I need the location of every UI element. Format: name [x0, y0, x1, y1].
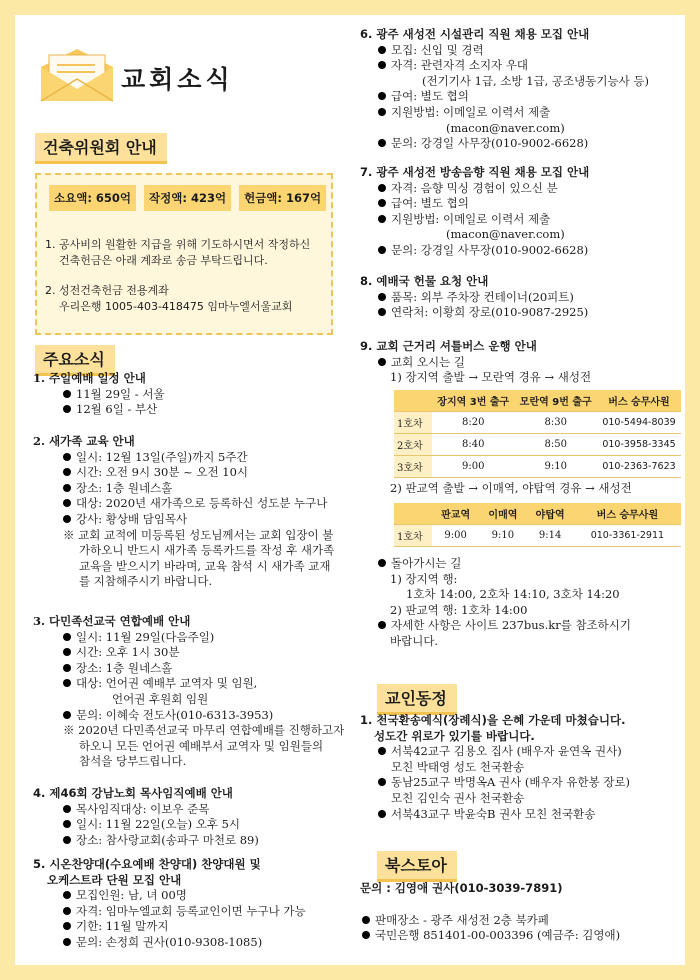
bulletin-page	[15, 15, 685, 965]
list-item	[360, 355, 591, 371]
list-item	[360, 913, 620, 929]
list-text: 급여: 별도 협의	[391, 89, 469, 104]
list-text: 교회 오시는 길	[391, 354, 465, 369]
bullet-icon	[63, 922, 71, 930]
list-item	[33, 904, 306, 920]
section-title: 7. 광주 새성전 방송음향 직원 채용 모집 안내	[360, 165, 590, 179]
news-section-2	[33, 434, 334, 590]
news-heading: 주요소식	[35, 345, 115, 376]
table-cell: 9:10	[479, 525, 526, 547]
list-item	[360, 181, 589, 197]
list-continuation: 모친 박태영 성도 천국환송	[391, 759, 525, 774]
bullet-icon	[362, 931, 370, 939]
list-item	[360, 43, 649, 59]
table-header-row	[394, 390, 681, 412]
table-cell: 9:10	[514, 456, 596, 478]
list-text: 일시: 11월 29일(다음주일)	[76, 629, 215, 644]
section-title: 8. 예배국 헌물 요청 안내	[360, 274, 489, 288]
list-text: 일시: 11월 22일(오늘) 오후 5시	[76, 817, 241, 832]
list-item	[360, 58, 649, 74]
return-info	[360, 556, 631, 650]
route-label: 1) 장지역 출발 → 모란역 경유 → 새성전	[390, 370, 592, 385]
list-text: 12월 6일 - 부산	[76, 402, 158, 417]
list-text: 장소: 1층 원네스홀	[76, 660, 173, 675]
table-cell: 8:50	[514, 434, 596, 456]
table-cell: 010-2363-7623	[597, 456, 681, 478]
amount-required: 소요액: 650억	[49, 185, 136, 211]
bullet-icon	[378, 61, 386, 69]
list-item	[33, 630, 344, 646]
return-line: 1호차 14:00, 2호차 14:10, 3호차 14:20	[406, 587, 620, 602]
table-header-cell: 이매역	[479, 503, 526, 525]
table-header-cell: 야탑역	[527, 503, 574, 525]
bullet-icon	[378, 184, 386, 192]
bullet-icon	[378, 199, 386, 207]
bullet-icon	[63, 664, 71, 672]
list-text: 강사: 황상배 담임목사	[76, 511, 188, 526]
note-line: 를 지참해주시기 바랍니다.	[79, 574, 213, 589]
table-header-row	[394, 503, 681, 525]
section-title: 2. 새가족 교육 안내	[33, 434, 135, 448]
bullet-icon	[63, 390, 71, 398]
list-item	[33, 817, 259, 833]
list-text: 돌아가시는 길	[391, 556, 462, 570]
list-item	[33, 512, 334, 528]
table-header-cell: 버스 승무사원	[597, 390, 681, 412]
list-text: 급여: 별도 협의	[391, 196, 469, 211]
bullet-icon	[378, 108, 386, 116]
section-title: 성도간 위로가 있기를 바랍니다.	[374, 728, 535, 743]
list-text: 자격: 음향 믹싱 경험이 있으신 분	[391, 180, 558, 195]
note-line: 가하오니 반드시 새가족 등록카드를 작성 후 새가족	[79, 543, 335, 558]
table-header-cell: 버스 승무사원	[574, 503, 681, 525]
table-header-cell: 장지역 3번 출구	[432, 390, 514, 412]
bullet-icon	[63, 711, 71, 719]
list-item	[33, 481, 334, 497]
bullet-icon	[63, 633, 71, 641]
bullet-icon	[378, 621, 386, 629]
list-item	[360, 775, 630, 791]
list-item	[33, 676, 344, 692]
list-item	[33, 661, 344, 677]
note-line: ※ 교회 교적에 미등록된 성도님께서는 교회 입장이 불	[63, 527, 334, 542]
bullet-icon	[63, 891, 71, 899]
news-section-9	[360, 339, 591, 386]
list-item	[360, 196, 589, 212]
list-item	[360, 105, 649, 121]
bookstore-heading: 북스토아	[377, 851, 457, 882]
list-item	[33, 919, 306, 935]
list-text: 모집: 신입 및 경력	[391, 42, 484, 57]
building-note-line: 2. 성전건축헌금 전용계좌	[45, 284, 169, 297]
list-text: 국민은행 851401-00-003396 (예금주: 김영애)	[375, 928, 621, 943]
bullet-icon	[378, 92, 386, 100]
page-title: 교회소식	[121, 65, 234, 94]
table-row	[394, 434, 681, 456]
building-note-line: 건축헌금은 아래 계좌로 송금 부탁드립니다.	[59, 254, 268, 267]
bullet-icon	[63, 468, 71, 476]
list-continuation: 언어권 후원회 임원	[112, 691, 209, 706]
members-heading: 교인동정	[377, 684, 457, 715]
list-text: 동남25교구 박명옥A 권사 (배우자 유한봉 장로)	[391, 775, 631, 790]
list-text: 대상: 언어권 예배부 교역자 및 임원,	[76, 676, 258, 691]
table-cell: 8:20	[432, 412, 514, 434]
amount-donated: 헌금액: 167억	[239, 185, 326, 211]
bookstore-contact: 문의 : 김영애 권사(010-3039-7891)	[360, 881, 563, 895]
section-title: 1. 주일예배 일정 안내	[33, 371, 146, 385]
table-header-cell	[394, 503, 432, 525]
section-title: 9. 교회 근거리 셔틀버스 운행 안내	[360, 339, 537, 353]
bullet-icon	[63, 836, 71, 844]
table-cell: 010-5494-8039	[597, 412, 681, 434]
list-text: 11월 29일 - 서울	[76, 386, 165, 401]
news-section-7	[360, 165, 589, 259]
news-section-8	[360, 274, 588, 321]
envelope-icon	[37, 45, 115, 103]
list-item	[33, 888, 306, 904]
list-item	[33, 496, 334, 512]
list-item	[360, 744, 630, 760]
list-item	[360, 136, 649, 152]
list-item	[33, 402, 165, 418]
list-item	[33, 833, 259, 849]
bullet-icon	[63, 484, 71, 492]
news-section-5	[33, 857, 306, 951]
list-text: 자격: 관련자격 소지자 우대	[391, 58, 529, 73]
table-cell: 2호차	[394, 434, 432, 456]
note-line: 참석을 당부드립니다.	[79, 754, 187, 769]
news-section-6	[360, 27, 649, 152]
list-text: 문의: 강경일 사무장(010-9002-6628)	[391, 242, 589, 257]
members-section	[360, 713, 630, 822]
bookstore-section	[360, 881, 620, 944]
list-item	[33, 450, 334, 466]
list-text: 시간: 오후 1시 30분	[76, 645, 180, 660]
list-item	[360, 807, 630, 823]
amount-pledged: 작정액: 423억	[144, 185, 231, 211]
bullet-icon	[63, 499, 71, 507]
table-cell: 3호차	[394, 456, 432, 478]
bullet-icon	[378, 293, 386, 301]
list-text: 문의: 강경일 사무장(010-9002-6628)	[391, 136, 589, 151]
bullet-icon	[63, 679, 71, 687]
table-row	[394, 412, 681, 434]
bullet-icon	[63, 405, 71, 413]
list-item	[33, 645, 344, 661]
table-cell: 010-3361-2911	[574, 525, 681, 547]
bullet-icon	[378, 778, 386, 786]
list-continuation: 바랍니다.	[390, 633, 439, 648]
list-item	[360, 89, 649, 105]
list-text: 판매장소 - 광주 새성전 2층 북카페	[375, 912, 549, 927]
list-text: 시간: 오전 9시 30분 ~ 오전 10시	[76, 465, 249, 480]
spacer	[360, 897, 620, 913]
section-title: 오케스트라 단원 모집 안내	[47, 872, 182, 887]
table-header-cell: 모란역 9번 출구	[514, 390, 596, 412]
list-text: 목사임직대상: 이보우 준목	[76, 801, 210, 816]
building-note-line: 1. 공사비의 원활한 지급을 위해 기도하시면서 작정하신	[45, 238, 311, 251]
list-text: 일시: 12월 13일(주일)까지 5주간	[76, 449, 248, 464]
bullet-icon	[63, 805, 71, 813]
table-cell: 9:14	[527, 525, 574, 547]
table-row	[394, 456, 681, 478]
news-section-3	[33, 614, 344, 770]
building-note-2	[45, 283, 292, 315]
building-heading: 건축위원회 안내	[35, 133, 167, 164]
list-continuation: (macon@naver.com)	[446, 227, 565, 242]
list-text: 기한: 11월 말까지	[76, 919, 169, 934]
news-section-4	[33, 786, 259, 848]
section-title: 3. 다민족선교국 연합예배 안내	[33, 614, 191, 628]
list-item	[360, 618, 631, 634]
section-title: 4. 제46회 강남노회 목사임직예배 안내	[33, 786, 233, 800]
section-title: 5. 시온찬양대(수요예배 찬양대) 찬양대원 및	[33, 857, 261, 871]
bus-table-2	[394, 503, 681, 547]
return-line: 1) 장지역 행:	[390, 571, 458, 586]
return-line: 2) 판교역 행: 1호차 14:00	[390, 602, 528, 617]
table-cell: 010-3958-3345	[597, 434, 681, 456]
table-cell: 8:40	[432, 434, 514, 456]
table-cell: 1호차	[394, 525, 432, 547]
bullet-icon	[378, 215, 386, 223]
list-text: 장소: 참사랑교회(송파구 마천로 89)	[76, 832, 259, 847]
list-item	[360, 212, 589, 228]
list-text: 서북42교구 김용오 집사 (배우자 윤연옥 권사)	[391, 744, 622, 759]
bullet-icon	[378, 810, 386, 818]
table-cell: 1호차	[394, 412, 432, 434]
bullet-icon	[63, 453, 71, 461]
table-header-cell	[394, 390, 432, 412]
list-text: 문의: 손정희 권사(010-9308-1085)	[76, 934, 263, 949]
bullet-icon	[378, 559, 386, 567]
list-text: 지원방법: 이메일로 이력서 제출	[391, 211, 551, 226]
list-item	[33, 802, 259, 818]
list-text: 자세한 사항은 사이트 237bus.kr를 참조하시기	[391, 618, 631, 633]
bullet-icon	[63, 648, 71, 656]
building-box	[35, 173, 333, 335]
bullet-icon	[362, 916, 370, 924]
table-cell: 9:00	[432, 525, 479, 547]
section-title: 1. 천국환송예식(장례식)을 은혜 가운데 마쳤습니다.	[360, 713, 626, 727]
list-text: 장소: 1층 원네스홀	[76, 480, 173, 495]
list-text: 연락처: 이황희 장로(010-9087-2925)	[391, 305, 589, 320]
list-text: 모집인원: 남, 녀 00명	[76, 888, 187, 903]
table-cell: 8:30	[514, 412, 596, 434]
bullet-icon	[378, 246, 386, 254]
route-label: 2) 판교역 출발 → 이매역, 야탑역 경유 → 새성전	[390, 481, 632, 495]
note-line: ※ 2020년 다민족선교국 마무리 연합예배를 진행하고자	[63, 723, 345, 738]
list-item	[33, 465, 334, 481]
list-item	[33, 387, 165, 403]
table-row	[394, 525, 681, 547]
list-item	[33, 708, 344, 724]
section-title: 6. 광주 새성전 시설관리 직원 채용 모집 안내	[360, 27, 590, 41]
list-text: 문의: 이혜숙 전도사(010-6313-3953)	[76, 707, 274, 722]
route-2-label-wrap	[360, 481, 632, 497]
list-continuation: 모친 김인숙 권사 천국환송	[391, 790, 525, 805]
list-continuation: (macon@naver.com)	[446, 120, 565, 135]
list-item	[360, 305, 588, 321]
amounts-row	[49, 185, 326, 211]
list-item	[360, 243, 589, 259]
building-note-line: 우리은행 1005-403-418475 임마누엘서울교회	[59, 300, 293, 313]
bus-table-1	[394, 390, 681, 478]
list-item	[360, 290, 588, 306]
bullet-icon	[63, 938, 71, 946]
bullet-icon	[378, 358, 386, 366]
bullet-icon	[63, 820, 71, 828]
list-text: 대상: 2020년 새가족으로 등록하신 성도분 누구나	[76, 496, 328, 511]
note-line: 하오니 모든 언어권 예배부서 교역자 및 임원들의	[79, 738, 324, 753]
list-text: 자격: 임마누엘교회 등록교인이면 누구나 가능	[76, 903, 306, 918]
list-item	[33, 935, 306, 951]
table-header-cell: 판교역	[432, 503, 479, 525]
list-text: 지원방법: 이메일로 이력서 제출	[391, 104, 551, 119]
bullet-icon	[378, 139, 386, 147]
bullet-icon	[63, 515, 71, 523]
news-section-1	[33, 371, 165, 418]
list-item	[360, 928, 620, 944]
table-cell: 9:00	[432, 456, 514, 478]
list-continuation: (전기기사 1급, 소방 1급, 공조냉동기능사 등)	[422, 73, 649, 88]
building-note-1	[45, 237, 310, 269]
bullet-icon	[63, 907, 71, 915]
bullet-icon	[378, 308, 386, 316]
list-text: 품목: 외부 주차장 컨테이너(20피트)	[391, 289, 574, 304]
list-item	[360, 556, 631, 572]
bullet-icon	[378, 46, 386, 54]
bullet-icon	[378, 747, 386, 755]
list-text: 서북43교구 박윤숙B 권사 모친 천국환송	[391, 806, 596, 821]
note-line: 교육을 받으시기 바라며, 교육 참석 시 새가족 교재	[79, 558, 331, 573]
